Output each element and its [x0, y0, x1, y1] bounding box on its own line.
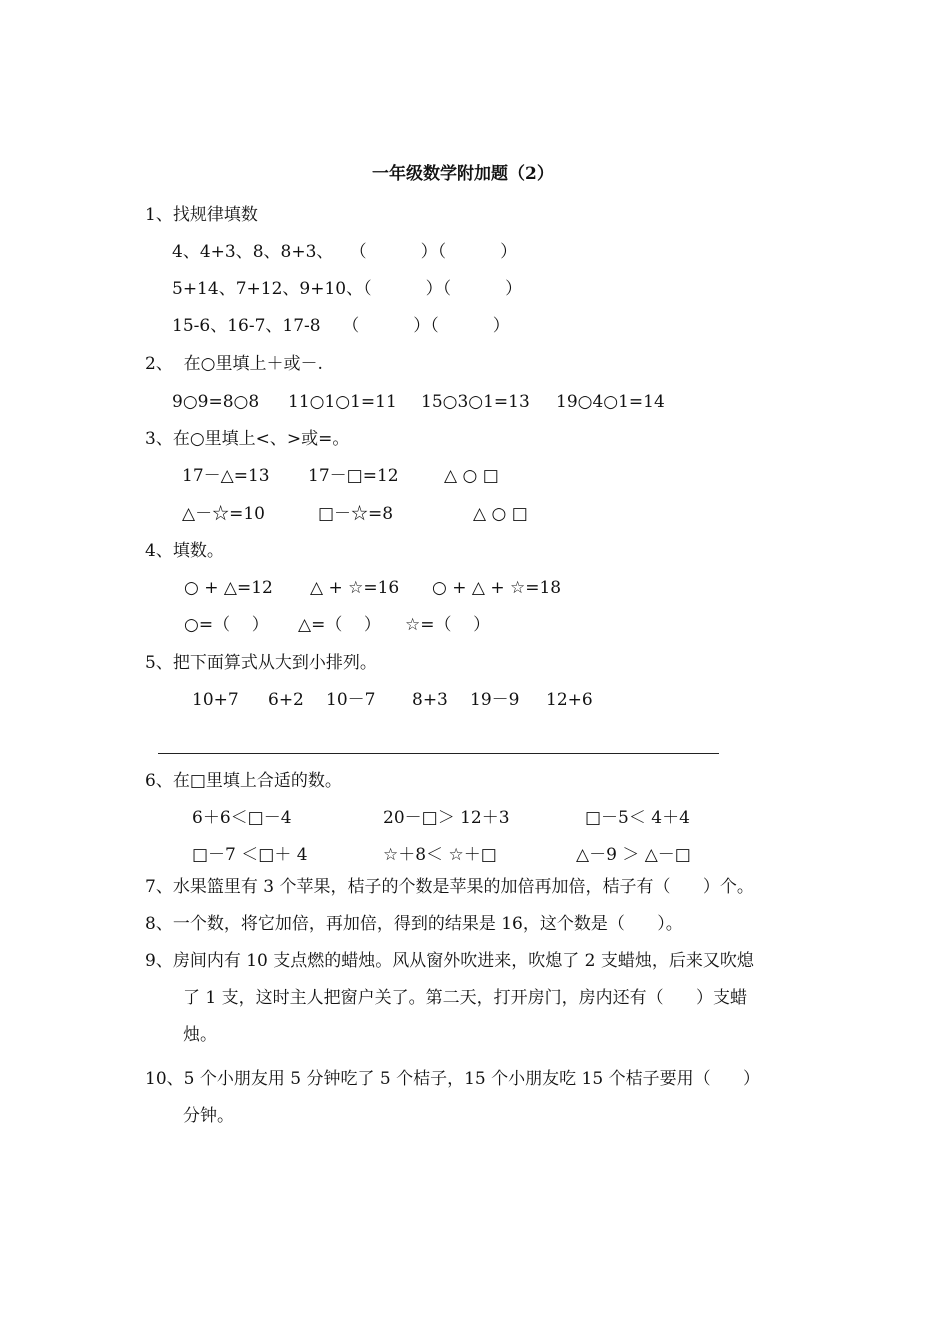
- q6-row2-item-1: □－7 ＜□＋ 4: [192, 845, 308, 865]
- q4-row1-item-2: △ + ☆=16: [310, 578, 400, 598]
- q5-item-2: 6+2: [268, 690, 304, 710]
- q1-heading: 1、找规律填数: [145, 205, 258, 225]
- q3-row2-item-3: △ ○ □: [473, 504, 528, 524]
- q9-line-1: 9、房间内有 10 支点燃的蜡烛。风从窗外吹进来，吹熄了 2 支蜡烛，后来又吹熄: [145, 951, 754, 971]
- q5-item-1: 10+7: [192, 690, 239, 710]
- q6-heading: 6、在□里填上合适的数。: [145, 771, 342, 791]
- q6-row1-item-2: 20－□＞ 12＋3: [383, 808, 510, 828]
- q9-line-3: 烛。: [183, 1025, 217, 1045]
- q6-row1-item-1: 6＋6＜□－4: [192, 808, 292, 828]
- q2-item-3: 15○3○1=13: [421, 392, 530, 412]
- q3-heading: 3、在○里填上<、>或=。: [145, 429, 350, 449]
- q2-heading: 2、 在○里填上＋或－.: [145, 354, 323, 374]
- q1-row-2: 5+14、7+12、9+10、（ ）（ ）: [172, 279, 523, 299]
- q1-row-1: 4、4+3、8、8+3、 （ ）（ ）: [172, 242, 518, 262]
- q4-row1-item-1: ○ + △=12: [184, 578, 273, 598]
- answer-line: [158, 753, 719, 754]
- q3-row1-item-1: 17－△=13: [182, 466, 270, 486]
- q2-item-4: 19○4○1=14: [556, 392, 665, 412]
- q5-heading: 5、把下面算式从大到小排列。: [145, 653, 377, 673]
- q3-row2-item-2: □－☆=8: [318, 504, 394, 524]
- q2-item-2: 11○1○1=11: [288, 392, 397, 412]
- q3-row2-item-1: △－☆=10: [182, 504, 265, 524]
- q4-row2-item-1: ○=（ ）: [184, 615, 269, 635]
- q7-text: 7、水果篮里有 3 个苹果，桔子的个数是苹果的加倍再加倍，桔子有（ ）个。: [145, 877, 754, 897]
- q6-row2-item-3: △－9 ＞ △－□: [576, 845, 691, 865]
- q6-row2-item-2: ☆＋8＜ ☆＋□: [383, 845, 497, 865]
- q4-row1-item-3: ○ + △ + ☆=18: [432, 578, 562, 598]
- q3-row1-item-3: △ ○ □: [444, 466, 499, 486]
- q5-item-4: 8+3: [412, 690, 448, 710]
- q8-text: 8、一个数，将它加倍，再加倍，得到的结果是 16，这个数是（ ）。: [145, 914, 683, 934]
- q5-item-6: 12+6: [546, 690, 593, 710]
- q3-row1-item-2: 17－□=12: [308, 466, 399, 486]
- page-title: 一年级数学附加题（2）: [372, 164, 554, 184]
- q6-row1-item-3: □－5＜ 4＋4: [585, 808, 690, 828]
- q10-line-1: 10、5 个小朋友用 5 分钟吃了 5 个桔子，15 个小朋友吃 15 个桔子要用（ ）: [145, 1069, 760, 1089]
- q10-line-2: 分钟。: [183, 1106, 234, 1126]
- q4-heading: 4、填数。: [145, 541, 224, 561]
- q5-item-5: 19－9: [470, 690, 520, 710]
- q1-row-3: 15-6、16-7、17-8 （ ）（ ）: [172, 316, 510, 336]
- q2-item-1: 9○9=8○8: [172, 392, 260, 412]
- q4-row2-item-2: △=（ ）: [298, 615, 381, 635]
- q5-item-3: 10－7: [326, 690, 376, 710]
- q9-line-2: 了 1 支，这时主人把窗户关了。第二天，打开房门，房内还有（ ）支蜡: [183, 988, 748, 1008]
- q4-row2-item-3: ☆=（ ）: [405, 615, 491, 635]
